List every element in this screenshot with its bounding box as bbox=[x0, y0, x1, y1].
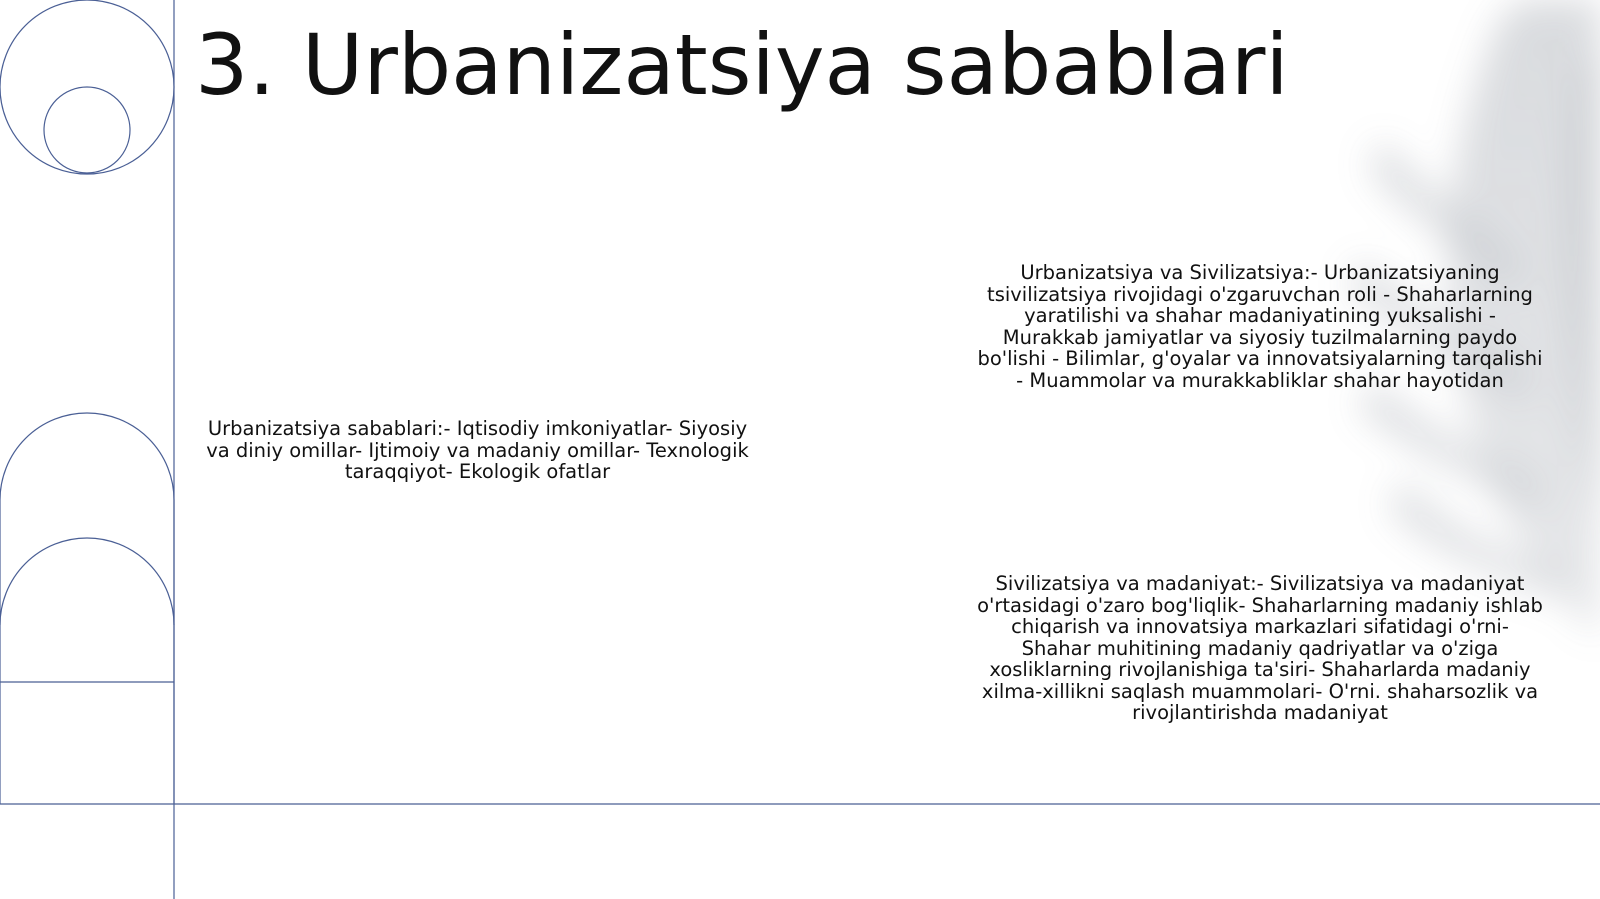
slide-title: 3. Urbanizatsiya sabablari bbox=[195, 16, 1289, 114]
text-urbanization-causes: Urbanizatsiya sabablari:- Iqtisodiy imkoniyatlar- Siyosiy va diniy omillar- Ijtimoiy va madaniy omillar- Texnologik taraqqiyot- Ekologik ofatlar bbox=[206, 417, 749, 483]
lower-arch-shape bbox=[0, 538, 174, 625]
upper-arch-shape bbox=[0, 413, 174, 804]
text-civilization-and-culture: Sivilizatsiya va madaniyat:- Sivilizatsiya va madaniyat o'rtasidagi o'zaro bog'liqlik- Shaharlarning madaniy ishlab chiqarish va innovatsiya markazlari sifatidagi o'rni- Shahar muhitining madaniy qadriyatlar va o'ziga xosliklarning rivojlanishiga ta'siri- Shaharlarda madaniy xilma-xillikni saqlash muammolari- O'rni. shaharsozlik va rivojlantirishda madaniyat bbox=[977, 572, 1543, 724]
small-circle-shape bbox=[44, 87, 130, 173]
text-urbanization-and-civilization: Urbanizatsiya va Sivilizatsiya:- Urbanizatsiyaning tsivilizatsiya rivojidagi o'zgaruvchan roli - Shaharlarning yaratilishi va shahar madaniyatining yuksalishi - Murakkab jamiyatlar va siyosiy tuzilmalarning paydo bo'lishi - Bilimlar, g'oyalar va innovatsiyalarning tarqalishi - Muammolar va murakkabliklar shahar hayotidan bbox=[977, 261, 1543, 392]
